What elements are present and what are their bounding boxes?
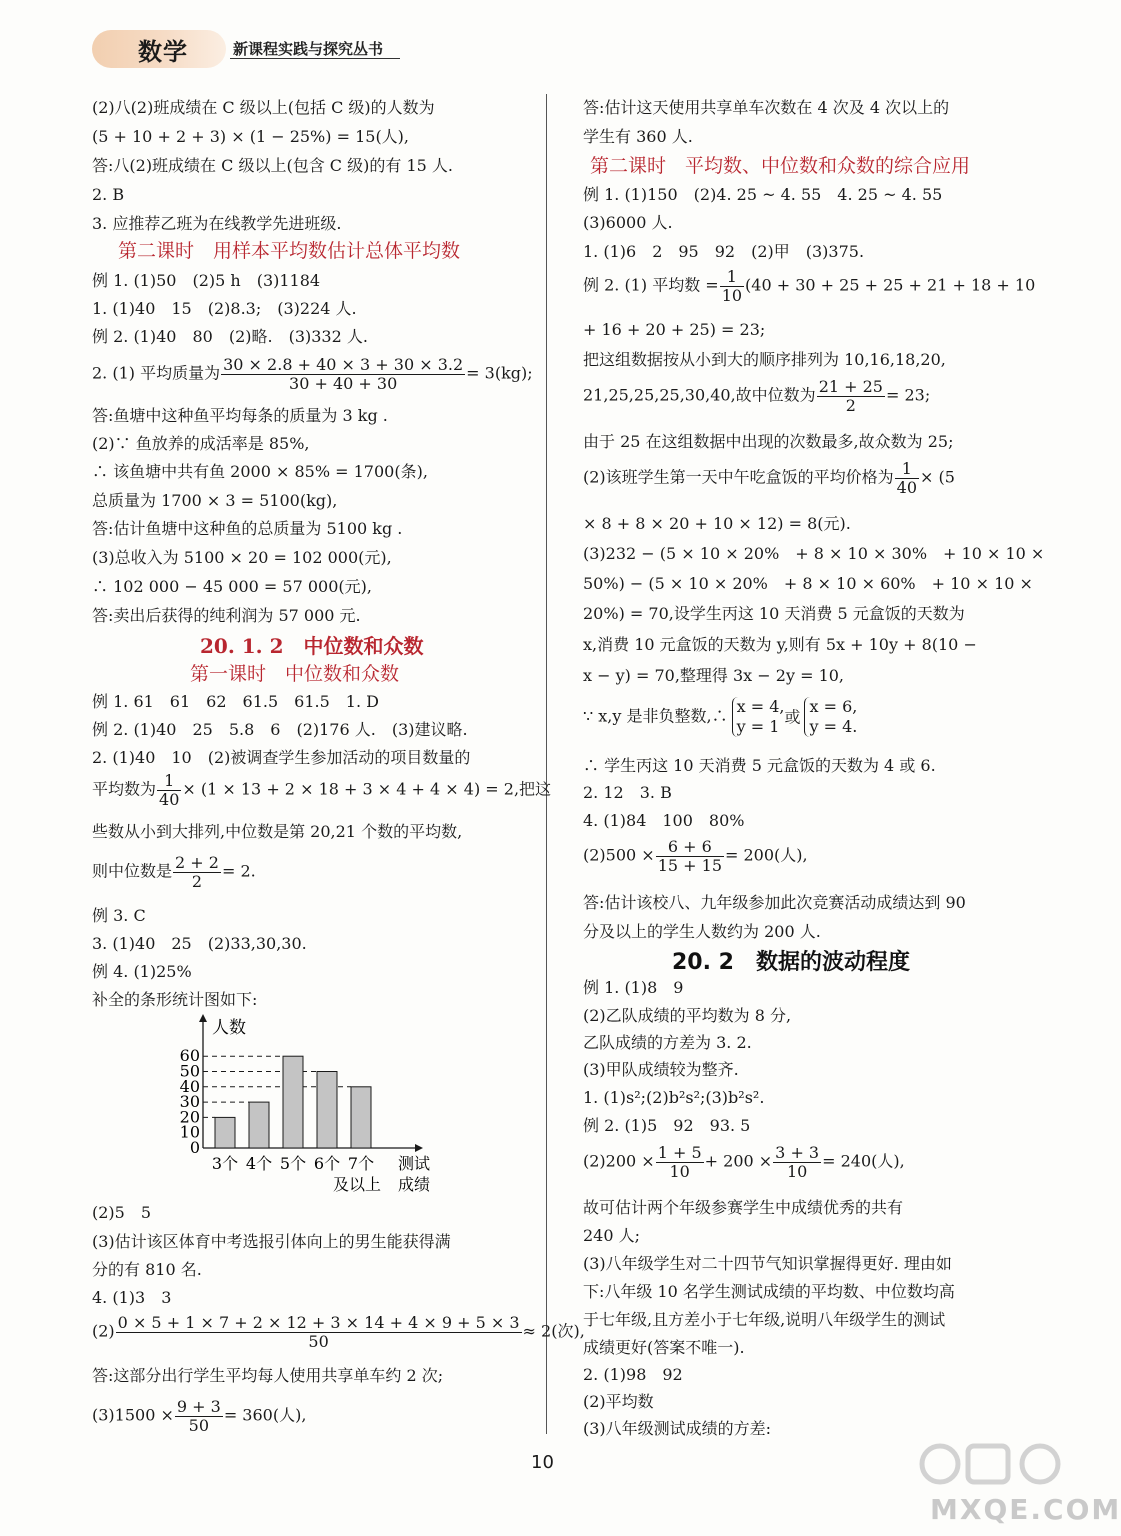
fraction [173,854,221,890]
denominator: 30 + 40 + 30 [289,373,398,393]
right-line: 故可估计两个年级参赛学生中成绩优秀的共有 [583,1198,904,1217]
left-line: (2)八(2)班成绩在 C 级以上(包括 C 级)的人数为 [92,98,435,117]
text: (2)该班学生第一天中午吃盒饭的平均价格为 [583,467,894,487]
right-line: + 16 + 20 + 25) = 23; [583,320,766,339]
x-tick-label: 3个 [211,1154,239,1173]
left-line: 例 1. 61 61 62 61.5 61.5 1. D [92,692,379,711]
y-tick-label: 30 [179,1092,200,1112]
left-line: 2. (1)40 10 (2)被调查学生参加活动的项目数量的 [92,748,471,767]
bar [283,1056,303,1148]
left-line-fraction [92,1398,306,1434]
text: = 3(kg); [466,363,533,383]
right-line: (2)平均数 [583,1392,654,1411]
denominator: 10 [786,1161,808,1181]
left-line: (2)5 5 [92,1203,152,1222]
text: 或 [784,707,801,727]
bar [249,1102,269,1148]
right-line: 例 1. (1)150 (2)4. 25 ~ 4. 55 4. 25 ~ 4. 55 [583,185,943,204]
equation: y = 4. [809,717,858,736]
left-line: 4. (1)3 3 [92,1288,172,1307]
text: ≈ 2(次), [522,1321,585,1341]
section-heading: 20. 2 数据的波动程度 [672,950,910,975]
right-line: 240 人; [583,1226,641,1245]
right-line: 答:估计该校八、九年级参加此次竞赛活动成绩达到 90 [583,893,966,912]
equation: x = 4, [736,697,785,716]
left-line-fraction [92,1314,585,1350]
right-line: (3)八年级学生对二十四节气知识掌握得更好. 理由如 [583,1254,952,1273]
y-tick-label: 10 [179,1122,200,1142]
denominator: 10 [669,1161,690,1181]
fraction [773,1144,821,1180]
numerator: 1 [895,460,919,479]
left-line: 例 1. (1)50 (2)5 h (3)1184 [92,271,321,290]
denominator: 15 + 15 [657,855,722,875]
text: + 200 × [704,1151,773,1171]
text: 则中位数是 [92,861,173,881]
right-line: 学生有 360 人. [583,127,693,146]
y-tick-label: 0 [189,1138,200,1157]
equation-system [732,697,785,737]
y-tick-label: 50 [179,1061,200,1081]
x-tick-labels [212,1154,374,1173]
watermark-circle [922,1446,958,1482]
left-line: 些数从小到大排列,中位数是第 20,21 个数的平均数, [92,822,463,841]
x-tick-label: 6个 [313,1154,341,1173]
left-line-fraction [92,854,256,890]
right-line: 2. 12 3. B [583,783,672,802]
text: (2) [92,1321,115,1341]
lesson-heading: 第二课时 用样本平均数估计总体平均数 [118,240,461,262]
numerator: 9 + 3 [176,1397,221,1416]
fraction [817,378,885,414]
y-tick-label: 40 [179,1076,200,1096]
equation: x = 6, [809,697,858,716]
text: = 240(人), [822,1151,905,1171]
watermark-circle [1022,1446,1058,1482]
left-line: 补全的条形统计图如下: [92,990,258,1009]
left-line: 答:估计鱼塘中这种鱼的总质量为 5100 kg . [92,519,403,538]
text: 21,25,25,25,30,40,故中位数为 [583,385,816,405]
denominator: 2 [845,395,856,415]
x-axis-arrow [415,1144,423,1152]
text: (2)200 × [583,1151,655,1171]
right-line: (3)232 − (5 × 10 × 20% + 8 × 10 × 30% + 10 × 10 × [583,544,1045,563]
fraction [221,356,465,392]
right-line: 下:八年级 10 名学生测试成绩的平均数、中位数均高 [583,1282,955,1301]
left-line: (5 + 10 + 2 + 3) × (1 − 25%) = 15(人), [92,127,410,146]
left-line-fraction [92,772,551,808]
numerator: 6 + 6 [656,838,724,857]
right-line: 于七年级,且方差小于七年级,说明八年级学生的测试 [583,1310,946,1329]
left-line-fraction [92,356,533,392]
left-line: 答:卖出后获得的纯利润为 57 000 元. [92,606,361,625]
left-line: ∴ 该鱼塘中共有鱼 2000 × 85% = 1700(条), [92,462,428,481]
text: (3)1500 × [92,1405,174,1425]
right-line-fraction [583,460,955,496]
left-line: 答:鱼塘中这种鱼平均每条的质量为 3 kg . [92,406,388,425]
text: (40 + 30 + 25 + 25 + 21 + 18 + 10 [745,275,1036,295]
right-line: × 8 + 8 × 20 + 10 × 12) = 8(元). [583,514,851,533]
left-line: 2. B [92,185,125,204]
column-divider [546,94,547,1434]
watermark-text: MXQE.COM [930,1493,1121,1526]
right-line-system [583,697,857,737]
x-tick-label: 7个 [347,1154,375,1173]
header-underline [230,58,400,59]
right-line: 答:估计这天使用共享单车次数在 4 次及 4 次以上的 [583,98,950,117]
right-line: (3)甲队成绩较为整齐. [583,1060,739,1079]
right-line: 20%) = 70,设学生丙这 10 天消费 5 元盒饭的天数为 [583,604,965,623]
numerator: 21 + 25 [818,377,883,396]
left-line: 例 3. C [92,906,146,925]
numerator: 0 × 5 + 1 × 7 + 2 × 12 + 3 × 14 + 4 × 9 + 5 × 3 [117,1313,520,1332]
fraction [720,268,744,304]
right-line: x − y) = 70,整理得 3x − 2y = 10, [583,666,845,685]
left-line: 例 4. (1)25% [92,962,192,981]
bar [215,1117,235,1148]
text: = 2. [221,861,256,881]
fraction [116,1314,522,1350]
right-line: 把这组数据按从小到大的顺序排列为 10,16,18,20, [583,350,946,369]
x-tick-label: 4个 [245,1154,273,1173]
right-line-fraction [583,268,1035,304]
series-title: 新课程实践与探究丛书 [233,40,384,58]
text: 平均数为 [92,779,157,799]
right-line: 4. (1)84 100 80% [583,811,745,830]
numerator: 2 + 2 [175,853,219,872]
left-line: 例 2. (1)40 25 5.8 6 (2)176 人. (3)建议略. [92,720,468,739]
y-axis-arrow [199,1014,207,1022]
denominator: 40 [896,477,918,497]
x-tick-label: 5个 [279,1154,307,1173]
denominator: 2 [191,871,203,891]
fraction [656,1144,704,1180]
numerator: 30 × 2.8 + 40 × 3 + 30 × 3.2 [223,355,464,374]
left-line: 3. 应推荐乙班为在线教学先进班级. [92,214,342,233]
left-line: 例 2. (1)40 80 (2)略. (3)332 人. [92,327,368,346]
y-axis-label: 人数 [212,1018,246,1038]
text: = 23; [885,385,931,405]
right-line: 分及以上的学生人数约为 200 人. [583,922,821,941]
left-line: 分的有 810 名. [92,1260,202,1279]
denominator: 10 [721,285,743,305]
denominator: 50 [308,1331,329,1351]
text: = 360(人), [223,1405,307,1425]
right-line: 例 2. (1)5 92 93. 5 [583,1116,751,1135]
left-line: 总质量为 1700 × 3 = 5100(kg), [92,491,338,510]
y-tick-label: 60 [179,1046,200,1066]
right-line: 乙队成绩的方差为 3. 2. [583,1033,752,1052]
text: × (5 [920,467,955,487]
left-line: (3)估计该区体育中考选报引体向上的男生能获得满 [92,1232,451,1251]
fraction [175,1398,223,1434]
fraction [895,460,919,496]
fraction [157,772,181,808]
right-line: (2)乙队成绩的平均数为 8 分, [583,1006,792,1025]
left-line: ∴ 102 000 − 45 000 = 57 000(元), [92,577,372,596]
bar [317,1072,337,1149]
numerator: 1 [157,772,181,791]
right-line-fraction [583,838,808,874]
text: ∵ x,y 是非负整数,∴ [583,706,728,726]
x-axis-label-1: 测试 [398,1154,431,1173]
y-tick-label: 20 [179,1107,200,1127]
right-line: (3)八年级测试成绩的方差: [583,1419,772,1438]
numerator: 1 + 5 [657,1143,702,1162]
equation-system [804,697,857,737]
text: (2)500 × [583,845,655,865]
numerator: 3 + 3 [775,1143,820,1162]
x-tick-sublabel: 及以上 [333,1175,382,1194]
fraction [656,838,724,874]
bars [215,1056,371,1148]
right-line: ∴ 学生丙这 10 天消费 5 元盒饭的天数为 4 或 6. [583,756,936,775]
lesson-heading: 第一课时 中位数和众数 [190,663,400,685]
right-line: 成绩更好(答案不唯一). [583,1338,745,1357]
section-heading: 20. 1. 2 中位数和众数 [200,634,424,658]
left-line: 答:这部分出行学生平均每人使用共享单车约 2 次; [92,1366,444,1385]
bar [351,1087,371,1148]
right-line: 2. (1)98 92 [583,1365,683,1384]
right-line: 1. (1)6 2 95 92 (2)甲 (3)375. [583,242,865,261]
equation: y = 1 [736,717,780,736]
x-axis-label-2: 成绩 [398,1175,431,1194]
denominator: 40 [159,789,180,809]
bar-chart [170,1010,450,1200]
text: × (1 × 13 + 2 × 18 + 3 × 4 + 4 × 4) = 2,把这 [182,779,552,799]
left-line: (3)总收入为 5100 × 20 = 102 000(元), [92,548,392,567]
left-line: 1. (1)40 15 (2)8.3; (3)224 人. [92,299,357,318]
right-line: (3)6000 人. [583,213,673,232]
subject-title: 数学 [138,38,188,66]
right-line-fraction [583,1144,905,1180]
right-line: 例 1. (1)8 9 [583,978,684,997]
denominator: 50 [188,1415,210,1435]
right-line: x,消费 10 元盒饭的天数为 y,则有 5x + 10y + 8(10 − [583,635,977,654]
text: = 200(人), [725,845,808,865]
left-line: 答:八(2)班成绩在 C 级以上(包含 C 级)的有 15 人. [92,156,453,175]
left-line: 3. (1)40 25 (2)33,30,30. [92,934,307,953]
right-line: 由于 25 在这组数据中出现的次数最多,故众数为 25; [583,432,954,451]
left-line: (2)∵ 鱼放养的成活率是 85%, [92,434,310,453]
lesson-heading: 第二课时 平均数、中位数和众数的综合应用 [590,155,971,177]
text: 2. (1) 平均质量为 [92,363,221,383]
right-line: 50%) − (5 × 10 × 20% + 8 × 10 × 60% + 10 × 10 × [583,574,1033,593]
numerator: 1 [720,268,744,287]
text: 例 2. (1) 平均数 = [583,275,719,295]
right-line-fraction [583,378,930,414]
page-number: 10 [531,1452,554,1473]
y-tick-labels [180,1046,200,1157]
right-line: 1. (1)s²;(2)b²s²;(3)b²s². [583,1088,765,1107]
watermark-box [968,1446,1008,1482]
